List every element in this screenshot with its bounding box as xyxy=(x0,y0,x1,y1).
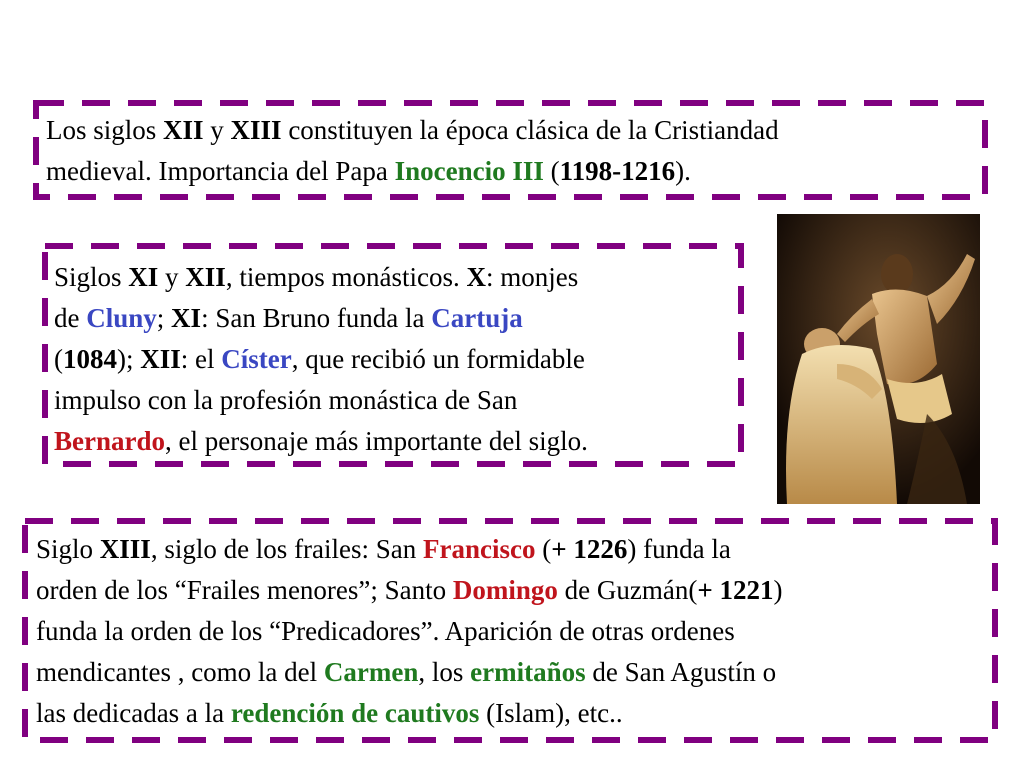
line xyxy=(46,110,779,151)
text: , siglo de los frailes: San xyxy=(150,534,424,564)
textbox-monasticos xyxy=(42,243,744,467)
text: ). xyxy=(675,156,691,186)
line xyxy=(36,570,783,611)
line xyxy=(54,380,588,421)
textbox-cristiandad xyxy=(33,100,988,200)
text: : San Bruno funda la xyxy=(201,303,432,333)
text: , los xyxy=(418,657,471,687)
line xyxy=(36,529,783,570)
highlight-inocencio: Inocencio III xyxy=(394,156,544,186)
textbox-cristiandad-text xyxy=(46,110,779,192)
text: : monjes xyxy=(486,262,579,292)
text: , tiempos monásticos. xyxy=(225,262,467,292)
text: las dedicadas a la xyxy=(36,698,231,728)
line xyxy=(54,421,588,462)
line xyxy=(36,652,783,693)
text: medieval. Importancia del Papa xyxy=(46,156,395,186)
text-bold: + 1226 xyxy=(551,534,628,564)
text-bold: XII xyxy=(185,262,226,292)
text: ( xyxy=(543,156,560,186)
text: mendicantes , como la del xyxy=(36,657,324,687)
text: ) xyxy=(773,575,783,605)
line xyxy=(46,151,779,192)
text-bold: XII xyxy=(140,344,181,374)
line xyxy=(54,339,588,380)
text: de Guzmán( xyxy=(557,575,698,605)
text-bold: XIII xyxy=(230,115,282,145)
text: y xyxy=(158,262,186,292)
text-bold: XI xyxy=(171,303,202,333)
text: ; xyxy=(156,303,172,333)
line xyxy=(54,298,588,339)
text-bold: + 1221 xyxy=(697,575,774,605)
text: , el personaje más importante del siglo. xyxy=(165,426,588,456)
highlight-cartuja: Cartuja xyxy=(431,303,523,333)
line xyxy=(36,693,783,734)
painting-icon xyxy=(777,214,980,504)
text: ); xyxy=(117,344,141,374)
highlight-francisco: Francisco xyxy=(423,534,536,564)
text-bold: 1084 xyxy=(63,344,117,374)
text-bold: XIII xyxy=(99,534,151,564)
text: ) funda la xyxy=(627,534,731,564)
text-bold: XI xyxy=(128,262,159,292)
text: Siglo xyxy=(36,534,100,564)
text-bold: XII xyxy=(163,115,204,145)
textbox-frailes xyxy=(22,518,998,743)
highlight-carmen: Carmen xyxy=(323,657,419,687)
highlight-domingo: Domingo xyxy=(452,575,558,605)
text: (Islam), etc.. xyxy=(479,698,623,728)
highlight-cister: Císter xyxy=(221,344,292,374)
text: impulso con la profesión monástica de San xyxy=(54,385,518,415)
text: funda la orden de los “Predicadores”. Aparición de otras ordenes xyxy=(36,616,735,646)
textbox-frailes-text xyxy=(36,529,783,734)
text-bold: 1198-1216 xyxy=(559,156,676,186)
highlight-bernardo: Bernardo xyxy=(54,426,165,456)
text: orden de los “Frailes menores”; Santo xyxy=(36,575,453,605)
text: , que recibió un formidable xyxy=(291,344,585,374)
text-bold: X xyxy=(466,262,487,292)
text: constituyen la época clásica de la Cristiandad xyxy=(281,115,779,145)
textbox-monasticos-text xyxy=(54,257,588,462)
line xyxy=(54,257,588,298)
text: ( xyxy=(535,534,552,564)
highlight-cluny: Cluny xyxy=(86,303,157,333)
text: Siglos xyxy=(54,262,129,292)
line xyxy=(36,611,783,652)
text: : el xyxy=(180,344,222,374)
text: y xyxy=(203,115,231,145)
text: de xyxy=(54,303,87,333)
text: Los siglos xyxy=(46,115,164,145)
text: ( xyxy=(54,344,63,374)
highlight-redencion: redención de cautivos xyxy=(230,698,480,728)
painting-image xyxy=(777,214,980,504)
highlight-ermitanos: ermitaños xyxy=(470,657,586,687)
text: de San Agustín o xyxy=(585,657,777,687)
